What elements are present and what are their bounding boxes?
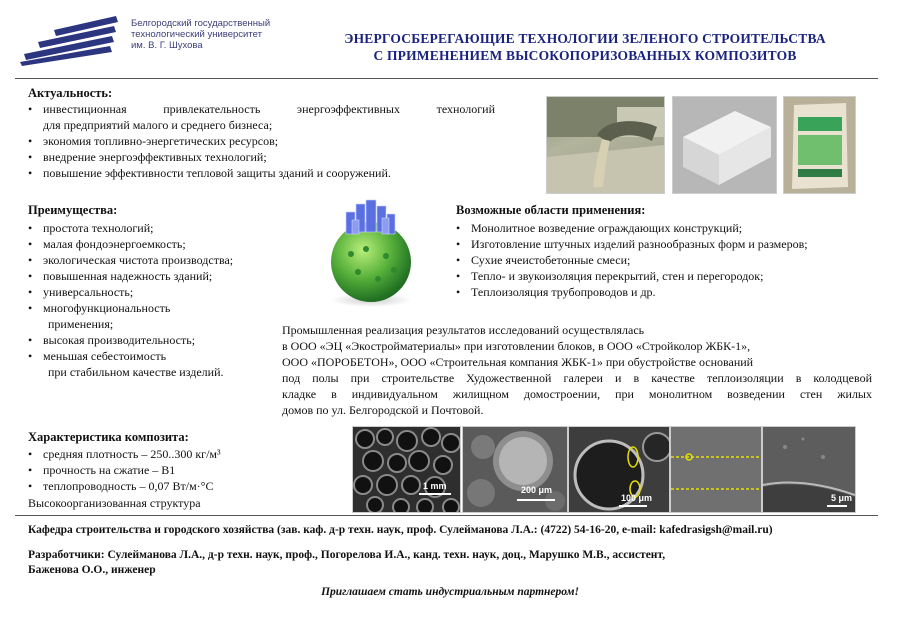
- dry-mix-bag-photo: [783, 96, 856, 194]
- list-item: • универсальность;: [28, 284, 278, 300]
- list-item: • меньшая себестоимость: [28, 348, 278, 364]
- applications-list: [456, 220, 876, 300]
- list-item-text: Сухие ячеистобетонные смеси;: [471, 253, 631, 267]
- footer-divider: [15, 515, 878, 516]
- scale-label: 5 μm: [831, 493, 853, 503]
- advantages-heading: Преимущества:: [28, 203, 118, 217]
- scale-bar: [619, 505, 647, 507]
- page-title: [290, 30, 880, 64]
- applications-heading: Возможные области применения:: [456, 203, 646, 217]
- partnership-invitation: Приглашаем стать индустриальным партнером!: [321, 586, 579, 598]
- micrograph-200um: [462, 426, 568, 513]
- list-item: • простота технологий;: [28, 220, 278, 236]
- relevance-list: [28, 101, 495, 181]
- micrograph-1mm: [352, 426, 461, 513]
- relevance-heading: Актуальность:: [28, 86, 113, 100]
- list-item: • повышение эффективности тепловой защиты зданий и сооружений.: [28, 165, 495, 181]
- scale-label: 100 μm: [621, 493, 653, 503]
- micrograph-100um: [568, 426, 670, 513]
- list-item: [456, 252, 876, 268]
- list-item: • повышенная надежность зданий;: [28, 268, 278, 284]
- logo-text-line-2: технологический университет: [131, 29, 262, 40]
- list-item: [28, 236, 278, 252]
- logo-text-line-3: им. В. Г. Шухова: [131, 40, 203, 51]
- list-item: • многофункциональность: [28, 300, 278, 316]
- developers-line-1: Разработчики: Сулейманова Л.А., д-р техн. наук, проф., Погорелова И.А., канд. техн. наук, доц., Марушко М.В., ассистент,: [28, 549, 666, 561]
- list-item: • Изготовление штучных изделий разнообразных форм и размеров;: [456, 236, 876, 252]
- list-item-text: малая фондоэнергоемкость;: [43, 237, 186, 251]
- university-logo: [18, 14, 118, 66]
- list-item: • инвестиционная привлекательность энергоэффективных технологий: [28, 101, 495, 117]
- list-item: • Тепло- и звукоизоляция перекрытий, стен и перегородок;: [456, 268, 876, 284]
- micrograph-zoom: [670, 426, 762, 513]
- paragraph-line: ООО «ПОРОБЕТОН», ООО «Строительная компания ЖБК-1» при обустройстве оснований: [282, 355, 754, 369]
- scale-bar: [419, 493, 451, 495]
- scale-label: 200 μm: [521, 485, 553, 495]
- composite-heading: Характеристика композита:: [28, 430, 189, 444]
- green-globe-illustration: [306, 194, 436, 310]
- list-item: • Теплоизоляция трубопроводов и др.: [456, 284, 876, 300]
- paragraph-line: кладке в индивидуальном жилищном домостроении, при монолитном возведении стен жилых: [282, 387, 872, 401]
- developers-line-2: Баженова О.О., инженер: [28, 564, 156, 576]
- list-item: • средняя плотность – 250..300 кг/м³: [28, 446, 348, 462]
- list-item: • высокая производительность;: [28, 332, 278, 348]
- logo-text-line-1: Белгородский государственный: [131, 18, 271, 29]
- advantages-list: [28, 220, 278, 380]
- title-line-2: С ПРИМЕНЕНИЕМ ВЫСОКОПОРИЗОВАННЫХ КОМПОЗИТОВ: [373, 48, 797, 63]
- list-item: [28, 149, 495, 165]
- header-divider: [15, 78, 878, 79]
- paragraph-line: в ООО «ЭЦ «Экостройматериалы» при изготовлении блоков, в ООО «Стройколор ЖБК-1»,: [282, 339, 751, 353]
- scale-bar: [827, 505, 847, 507]
- composite-properties-list: [28, 446, 348, 494]
- scale-label: 1 mm: [423, 481, 447, 491]
- pouring-concrete-photo: [546, 96, 665, 194]
- list-item: • экономия топливно-энергетических ресурсов;: [28, 133, 495, 149]
- list-item: • теплопроводность – 0,07 Вт/м·°С: [28, 478, 348, 494]
- aerated-block-photo: [672, 96, 777, 194]
- list-item: • Монолитное возведение ограждающих конструкций;: [456, 220, 876, 236]
- paragraph-line: под полы при строительстве Художественной галереи и в качестве теплоизоляции в колодцевой: [282, 371, 872, 385]
- structure-note: Высокоорганизованная структура: [28, 496, 201, 510]
- paragraph-line: домов по ул. Белгородской и Почтовой.: [282, 403, 484, 417]
- list-item: • экологическая чистота производства;: [28, 252, 278, 268]
- list-item-continuation: при стабильном качестве изделий.: [48, 365, 224, 379]
- list-item-continuation: применения;: [48, 317, 114, 331]
- list-item-text: внедрение энергоэффективных технологий;: [43, 150, 267, 164]
- department-contacts: Кафедра строительства и городского хозяйства (зав. каф. д-р техн. наук, проф. Сулейманова Л.А.: (4722) 54-16-20, e-mail: kafedrasigsh@mail.ru): [28, 524, 773, 536]
- list-item: • прочность на сжатие – В1: [28, 462, 348, 478]
- list-item-continuation: для предприятий малого и среднего бизнеса;: [43, 118, 273, 132]
- title-line-1: ЭНЕРГОСБЕРЕГАЮЩИЕ ТЕХНОЛОГИИ ЗЕЛЕНОГО СТРОИТЕЛЬСТВА: [344, 31, 826, 46]
- scale-bar: [517, 499, 555, 501]
- paragraph-line: Промышленная реализация результатов исследований осуществлялась: [282, 323, 645, 337]
- micrograph-5um: [762, 426, 856, 513]
- industrial-implementation-paragraph: [282, 322, 872, 418]
